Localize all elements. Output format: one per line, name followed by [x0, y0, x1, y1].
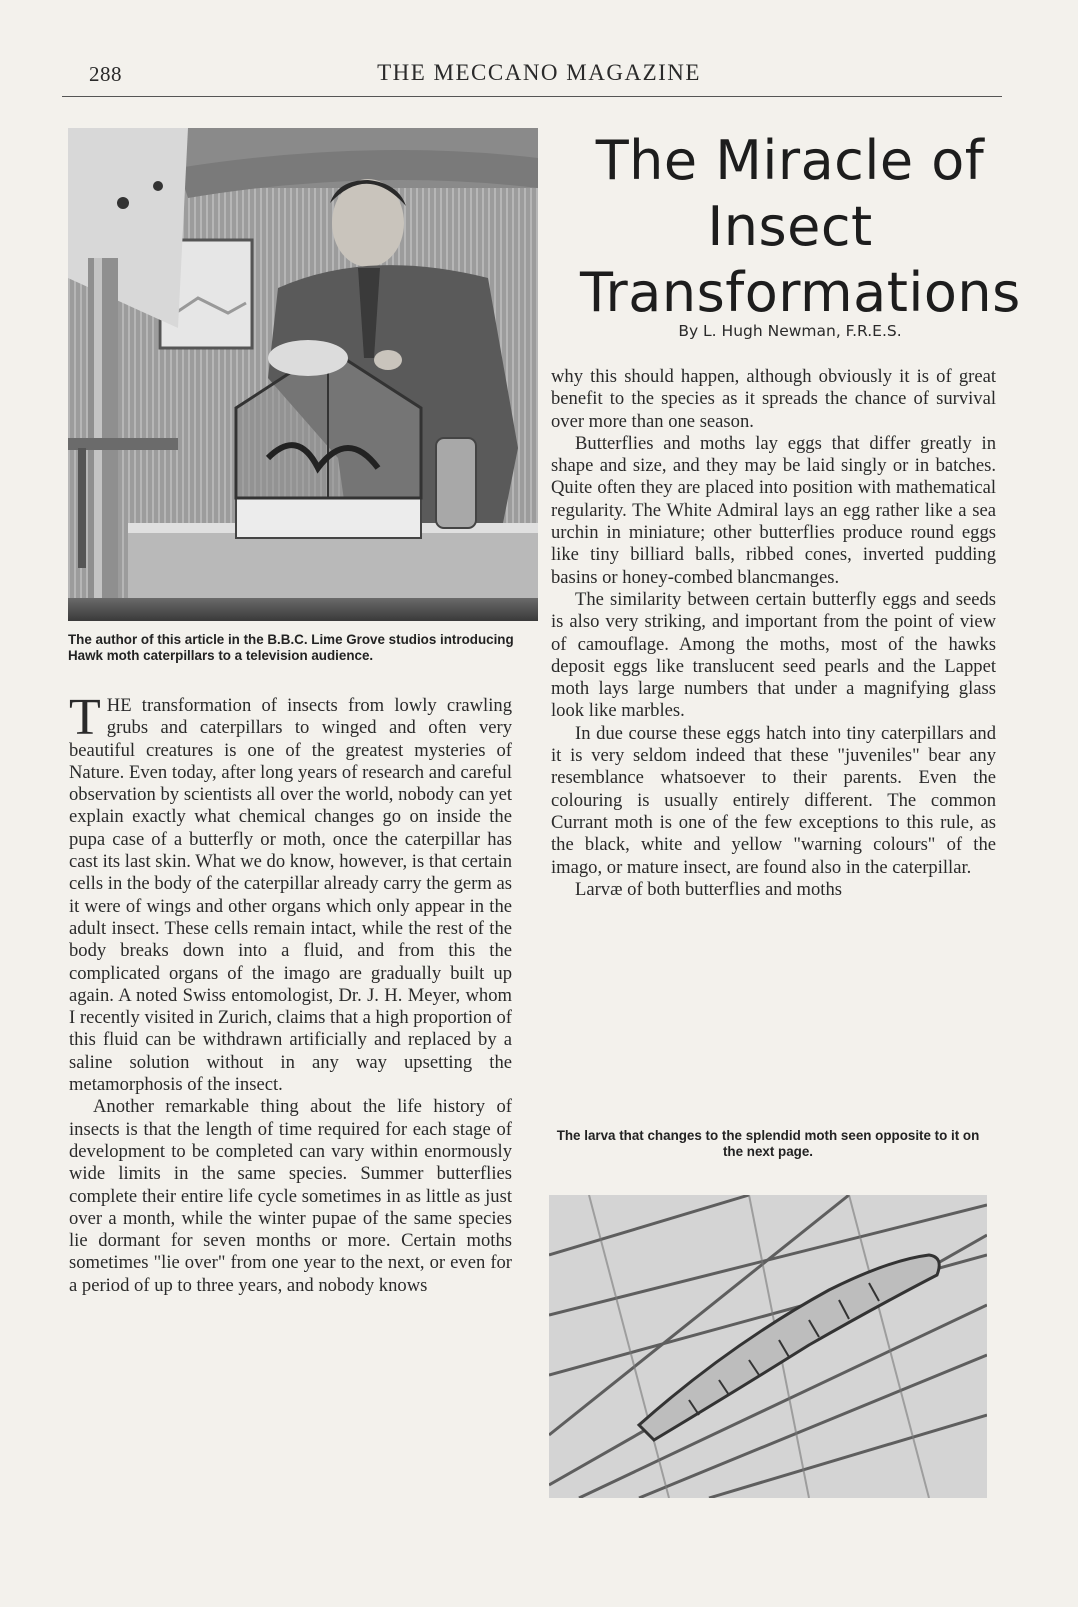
larva-photo [549, 1195, 987, 1498]
body-paragraph: why this should happen, although obviously it is of great benefit to the species as it spreads the chance of survival over more than one season. [551, 366, 996, 432]
larva-photo-image [549, 1195, 987, 1498]
right-column [551, 366, 996, 901]
body-paragraph [69, 689, 512, 1096]
page-number: 288 [89, 62, 122, 86]
studio-photo [68, 128, 538, 621]
header-rule [62, 96, 1002, 97]
article-title: The Miracle of Insect Transformations [580, 129, 1021, 324]
body-paragraph: Butterflies and moths lay eggs that differ greatly in shape and size, and they may be laid singly or in batches. Quite often they are placed into position with mathematical regularity. The White Admiral lays an egg rather like a sea urchin in miniature; other butterflies produce round eggs like tiny billiard balls, ribbed cones, inverted pudding basins or honey-combed blancmanges. [551, 432, 996, 588]
article-byline: By L. Hugh Newman, F.R.E.S. [678, 322, 902, 340]
drop-cap: T [69, 689, 101, 746]
body-paragraph: The similarity between certain butterfly eggs and seeds is also very striking, and important from the point of view of camouflage. Among the moths, most of the hawks deposit eggs like translucent seed pearls and the Lappet moth lays large numbers that under a magnifying glass look like marbles. [551, 588, 996, 722]
body-paragraph: Another remarkable thing about the life history of insects is that the length of time required for each stage of development to be completed can vary within enormously wide limits in the same species. Summer butterflies complete their entire life cycle sometimes in as little as just over a month, while the winter pupae of the same species lie dormant for seven months or more. Certain moths sometimes "lie over" from one year to the next, or even for a period of up to three years, and nobody knows [69, 1096, 512, 1296]
left-column [69, 689, 512, 1297]
body-paragraph: In due course these eggs hatch into tiny caterpillars and it is very seldom indeed that these "juveniles" bear any resemblance whatsoever to their parents. Even the colouring is usually entirely different. The common Currant moth is one of the few exceptions to this rule, as the black, white and yellow "warning colours" of the imago, or mature insect, are found also in the caterpillar. [551, 722, 996, 878]
paragraph-text: HE transformation of insects from lowly crawling grubs and caterpillars to winged and often very beautiful creatures is one of the greatest mysteries of Nature. Even today, after long years of research and careful observation by scientists all over the world, nobody can yet explain exactly what chemical changes go on inside the pupa case of a butterfly or moth, once the caterpillar has cast its last skin. What we do know, however, is that certain cells in the body of the caterpillar already carry the germ as it were of wings and other organs which only appear in the adult insect. These cells remain intact, while the rest of the body breaks down into a fluid, and from this the complicated organs of the imago are gradually built up again. A noted Swiss entomologist, Dr. J. H. Meyer, whom I recently visited in Zurich, claims that a high proportion of this fluid can be withdrawn artificially and replaced by a saline solution without in any way upsetting the metamorphosis of the insect. [69, 695, 512, 1096]
studio-photo-caption: The author of this article in the B.B.C. Lime Grove studios introducing Hawk moth caterpillars to a television audience. [68, 632, 514, 663]
larva-photo-caption: The larva that changes to the splendid moth seen opposite to it on the next page. [556, 1128, 980, 1159]
magazine-title: THE MECCANO MAGAZINE [377, 60, 701, 85]
studio-photo-image [68, 128, 538, 621]
body-paragraph: Larvæ of both butterflies and moths [575, 878, 842, 900]
